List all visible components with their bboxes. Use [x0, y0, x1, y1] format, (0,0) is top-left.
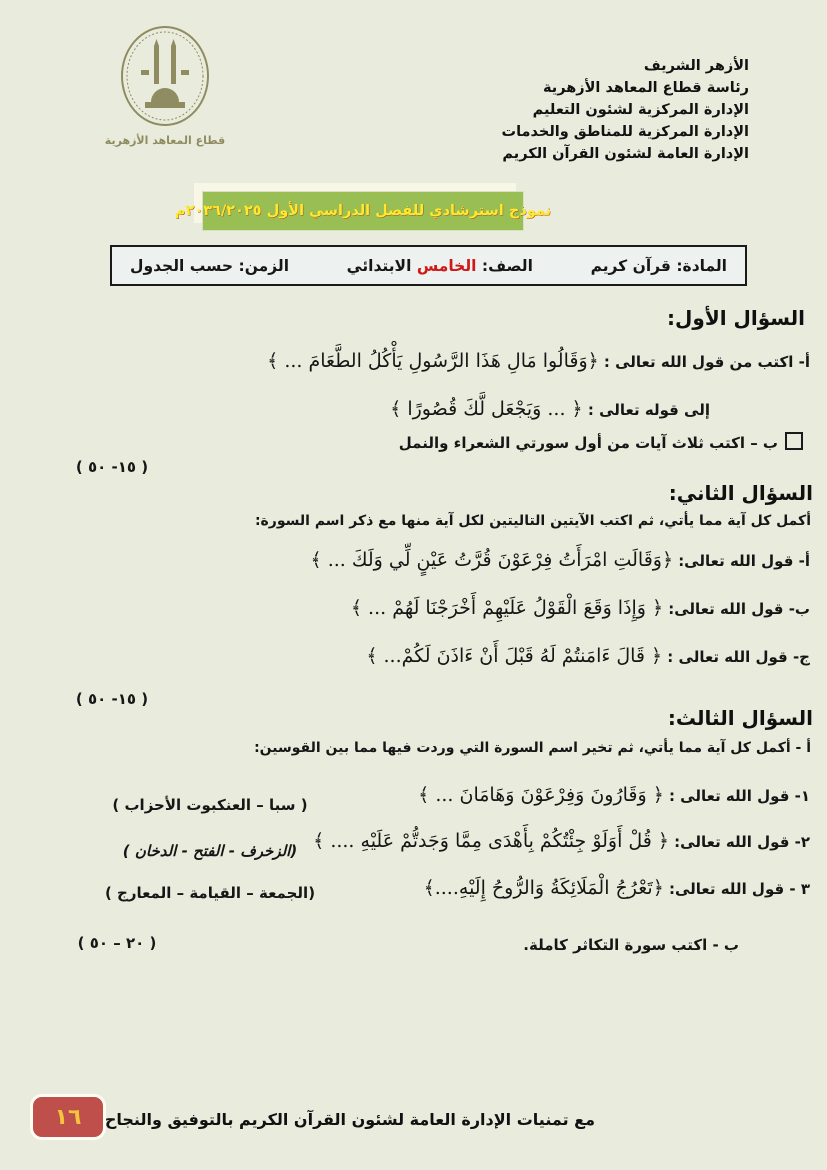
question3-title: السؤال الثالث: [667, 706, 813, 730]
question1-title: السؤال الأول: [667, 306, 805, 330]
azhar-logo [100, 24, 230, 147]
checkbox-icon [785, 432, 803, 450]
question3-instruction: أ - أكمل كل آية مما يأتي، ثم تخير اسم السورة التي وردت فيها مما بين القوسين: [254, 740, 811, 756]
grade-label: الصف: [481, 256, 533, 275]
q2-b-verse: ﴿ وَإِذَا وَقَعَ الْقَوْلُ عَلَيْهِمْ أَخْرَجْنَا لَهُمْ ... ﴾ [350, 597, 664, 619]
q2-a-label: أ- قول الله تعالى: [678, 552, 810, 570]
q2-b-label: ب- قول الله تعالى: [668, 600, 810, 618]
q1-marks: ( ١٥- ٥٠ ) [75, 458, 149, 476]
org-line-2: رئاسة قطاع المعاهد الأزهرية [542, 80, 749, 96]
q3-1-verse: ﴿ وَقَارُونَ وَفِرْعَوْنَ وَهَامَانَ ... ﴾ [418, 784, 664, 806]
q3-3-verse: ﴿تَعْرُجُ الْمَلَائِكَةُ وَالرُّوحُ إِلَيْهِ....﴾ [423, 877, 664, 899]
q3-1-label: ١- قول الله تعالى : [668, 787, 810, 805]
question1-to-line [390, 398, 710, 420]
question2-instruction: أكمل كل آية مما يأتي، ثم اكتب الآيتين التاليتين لكل آية منها مع ذكر اسم السورة: [254, 513, 811, 529]
mosque-emblem-icon [100, 24, 230, 136]
q3-3-options: (الجمعة – القيامة – المعارج ) [104, 884, 316, 902]
page-number: ١٦ [54, 1104, 82, 1130]
org-line-5: الإدارة العامة لشئون القرآن الكريم [502, 146, 749, 162]
q3-3-label: ٣ - قول الله تعالى: [668, 880, 810, 898]
q2-a-verse: ﴿وَقَالَتِ امْرَأَتُ فِرْعَوْنَ قُرَّتُ عَيْنٍ لِّي وَلَكَ ... ﴾ [310, 549, 674, 571]
q3-2-verse: ﴿ قُلْ أَوَلَوْ جِئْتُكُمْ بِأَهْدَى مِمَّا وَجَدتُّمْ عَلَيْهِ .... ﴾ [313, 830, 670, 852]
grade-rest: الابتدائي [346, 256, 412, 275]
q3-2-options: (الزخرف - الفتح - الدخان ) [122, 842, 298, 860]
question2-item-b [351, 597, 810, 619]
q3-marks: ( ٢٠ – ٥٠ ) [77, 934, 157, 952]
org-line-1: الأزهر الشريف [643, 58, 749, 74]
q2-c-label: ج- قول الله تعالى : [667, 648, 810, 666]
question3-item-b: ب - اكتب سورة التكاثر كاملة. [523, 936, 739, 954]
question3-item-1 [418, 784, 810, 806]
grade-value: الخامس [416, 256, 477, 275]
q2-c-verse: ﴿ قَالَ ءَامَنتُمْ لَهُ قَبْلَ أَنْ ءَاذَنَ لَكُمْ... ﴾ [366, 645, 663, 667]
q2-marks: ( ١٥- ٥٠ ) [75, 690, 149, 708]
exam-model-banner [174, 191, 552, 231]
q1-a-label: أ- اكتب من قول الله تعالى : [603, 353, 810, 371]
page-number-badge [30, 1094, 106, 1140]
question2-title: السؤال الثاني: [668, 481, 813, 505]
question3-item-3 [424, 877, 810, 899]
footer-wishes-text: مع تمنيات الإدارة العامة لشئون القرآن الكريم بالتوفيق والنجاح [104, 1110, 595, 1129]
subject-value: قرآن كريم [590, 256, 671, 275]
letterhead [389, 55, 749, 165]
subject-field [591, 257, 727, 275]
question2-item-a [311, 549, 810, 571]
time-value: حسب الجدول [130, 256, 234, 275]
question3-item-2 [313, 830, 810, 852]
question2-item-c [366, 645, 810, 667]
q1-to-verse: ﴿ ... وَيَجْعَل لَّكَ قُصُورًا ﴾ [390, 398, 583, 420]
q1-b-text: ب – اكتب ثلاث آيات من أول سورتي الشعراء والنمل [398, 434, 778, 452]
org-line-3: الإدارة المركزية لشئون التعليم [532, 102, 749, 118]
q3-2-label: ٢- قول الله تعالى: [674, 833, 810, 851]
banner-title: نموذج استرشادي للفصل الدراسي الأول ٢٠٣٦/٢٠٢٥م [174, 203, 552, 219]
exam-info-box [110, 245, 747, 286]
q1-a-verse: ﴿وَقَالُوا مَالِ هَذَا الرَّسُولِ يَأْكُلُ الطَّعَامَ ... ﴾ [267, 350, 599, 372]
org-line-4: الإدارة المركزية للمناطق والخدمات [501, 124, 749, 140]
grade-field [347, 257, 533, 275]
question1-item-b [399, 432, 803, 452]
question1-item-a [267, 350, 810, 372]
time-label: الزمن: [238, 256, 290, 275]
q1-to-label: إلى قوله تعالى : [582, 401, 710, 419]
time-field [130, 257, 289, 275]
logo-caption: قطاع المعاهد الأزهرية [104, 134, 226, 147]
subject-label: المادة: [676, 256, 727, 275]
q3-1-options: ( سبا – العنكبوت الأحزاب ) [112, 796, 308, 814]
